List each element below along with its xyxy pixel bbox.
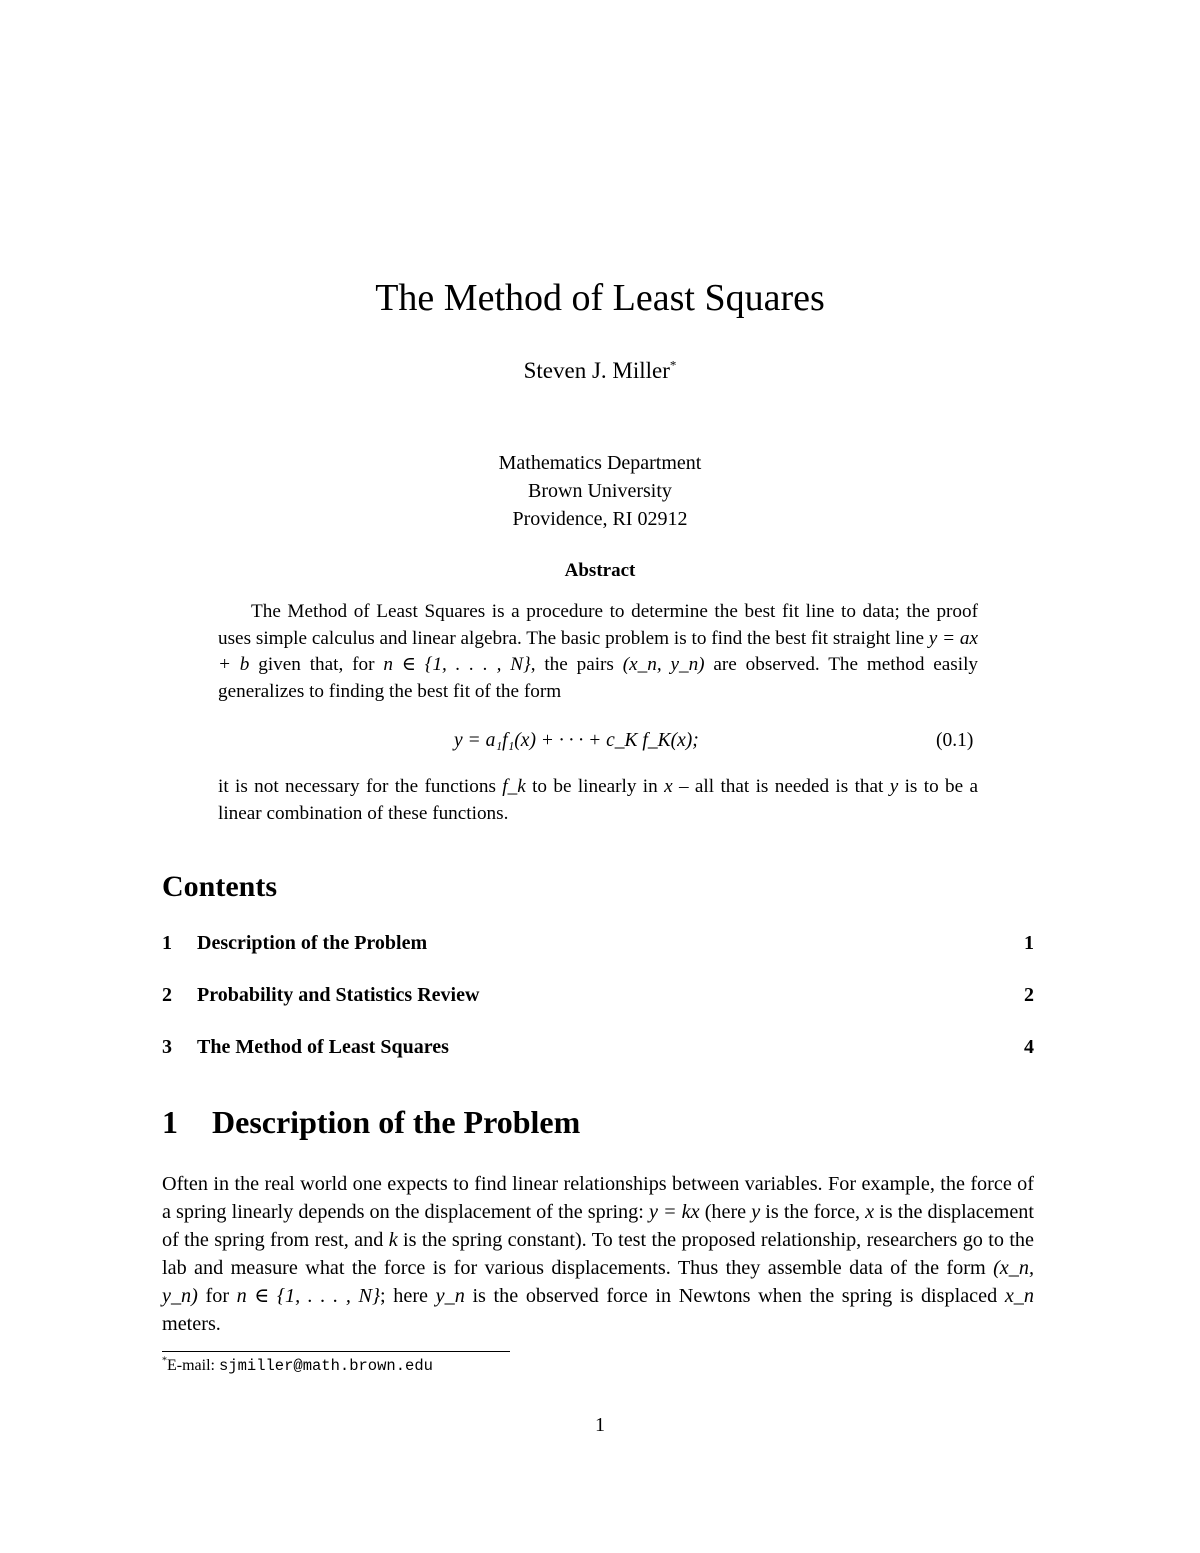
page-number: 1 bbox=[595, 1414, 605, 1436]
section-1-paragraph bbox=[162, 1170, 1034, 1338]
math-inline: f_k bbox=[502, 776, 526, 797]
affiliation-address: Providence, RI 02912 bbox=[512, 508, 688, 530]
math-inline: k bbox=[388, 1229, 398, 1251]
affiliation bbox=[0, 449, 1200, 533]
toc-entry[interactable] bbox=[162, 932, 1034, 960]
author-footnote-mark: * bbox=[669, 357, 677, 373]
math-inline: y = ax + b bbox=[218, 627, 979, 675]
toc-entry-page[interactable]: 4 bbox=[1024, 1036, 1034, 1058]
abstract-paragraph-2 bbox=[218, 774, 978, 827]
body-text: is the spring constant). To test the proposed relationship, researchers go to the lab and measure what the force is for various displacements. Thus they assemble data of the form bbox=[162, 1229, 1034, 1279]
toc-entry-number: 3 bbox=[162, 1036, 172, 1058]
author-line bbox=[0, 358, 1200, 384]
toc-entry-title[interactable]: Description of the Problem bbox=[197, 932, 428, 954]
math-inline: y_n bbox=[435, 1285, 465, 1307]
footnote-email-link[interactable]: sjmiller@math.brown.edu bbox=[218, 1357, 433, 1375]
section-number: 1 bbox=[162, 1104, 178, 1140]
abstract-text: The Method of Least Squares is a procedure to determine the best fit line to data; the proof uses simple calculus and linear algebra. The basic problem is to find the best fit straight line bbox=[218, 601, 978, 649]
section-title: Description of the Problem bbox=[212, 1104, 581, 1140]
affiliation-department: Mathematics Department bbox=[498, 452, 702, 474]
body-text: meters. bbox=[162, 1313, 221, 1335]
toc-entry-number: 1 bbox=[162, 932, 172, 954]
abstract-text: to be linearly in bbox=[525, 776, 665, 797]
math-inline: x bbox=[664, 776, 673, 797]
math-inline: n ∈ {1, . . . , N} bbox=[236, 1285, 381, 1307]
toc-entry-title[interactable]: The Method of Least Squares bbox=[197, 1036, 449, 1058]
math-inline: y = kx bbox=[648, 1201, 700, 1223]
abstract-text: – all that is needed is that bbox=[672, 776, 890, 797]
body-text: is the observed force in Newtons when the spring is displaced bbox=[464, 1285, 1005, 1307]
math-inline: x_n bbox=[1004, 1285, 1034, 1307]
math-inline: y bbox=[751, 1201, 761, 1223]
abstract-heading: Abstract bbox=[564, 560, 636, 581]
paper-title: The Method of Least Squares bbox=[375, 277, 825, 319]
body-text: Often in the real world one expects to find linear relationships between variables. For example, the force of a spring linearly depends on the displacement of the spring: bbox=[162, 1173, 1034, 1223]
toc-entry[interactable] bbox=[162, 984, 1034, 1012]
body-text: is the displacement of the spring from rest, and bbox=[162, 1201, 1034, 1251]
abstract-paragraph-1 bbox=[218, 599, 978, 705]
section-heading bbox=[162, 1104, 580, 1141]
abstract-text: , the pairs bbox=[530, 654, 623, 675]
body-text: ; here bbox=[380, 1285, 436, 1307]
math-inline: (x_n, y_n) bbox=[622, 654, 705, 675]
footnote bbox=[162, 1357, 433, 1375]
toc-entry-page[interactable]: 2 bbox=[1024, 984, 1034, 1006]
math-inline: (x_n, y_n) bbox=[162, 1257, 1034, 1307]
equation-number: (0.1) bbox=[936, 730, 974, 751]
footnote-rule bbox=[162, 1351, 510, 1352]
contents-heading: Contents bbox=[162, 870, 278, 903]
affiliation-university: Brown University bbox=[528, 480, 672, 502]
abstract-text: is to be a linear combination of these functions. bbox=[218, 776, 979, 824]
footnote-mark: * bbox=[162, 1355, 167, 1367]
footnote-label: E-mail: bbox=[167, 1357, 219, 1374]
toc-entry-title[interactable]: Probability and Statistics Review bbox=[197, 984, 480, 1006]
abstract-text: given that, for bbox=[249, 654, 384, 675]
body-text: for bbox=[197, 1285, 237, 1307]
math-inline: x bbox=[865, 1201, 875, 1223]
abstract-text: are observed. The method easily generalizes to finding the best fit of the form bbox=[218, 654, 979, 702]
author-name: Steven J. Miller bbox=[523, 358, 670, 383]
equation-body: y = a₁f₁(x) + · · · + c_K f_K(x); bbox=[454, 730, 699, 751]
body-text: is the force, bbox=[760, 1201, 866, 1223]
toc-entry-page[interactable]: 1 bbox=[1024, 932, 1034, 954]
math-inline: n ∈ {1, . . . , N} bbox=[383, 654, 531, 675]
math-inline: y bbox=[889, 776, 899, 797]
abstract-text: it is not necessary for the functions bbox=[218, 776, 503, 797]
body-text: (here bbox=[699, 1201, 752, 1223]
toc-entry-number: 2 bbox=[162, 984, 172, 1006]
toc-entry[interactable] bbox=[162, 1036, 1034, 1064]
